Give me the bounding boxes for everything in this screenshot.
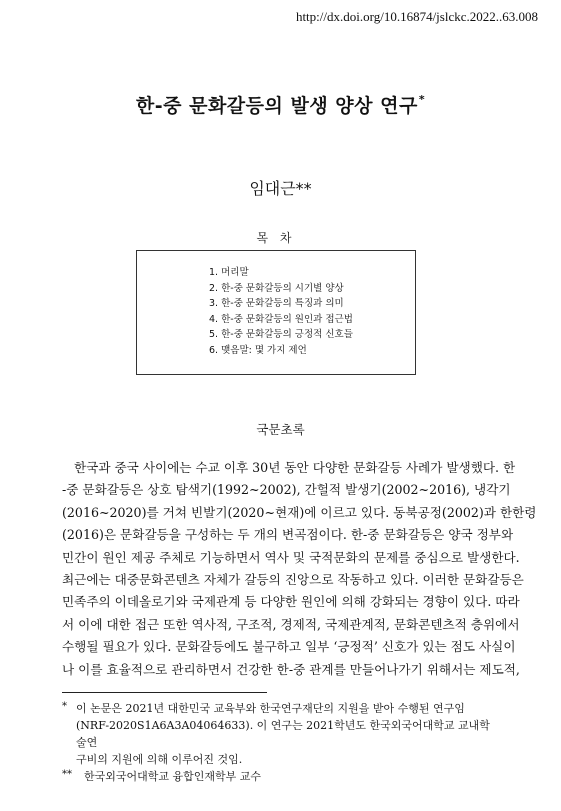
paper-title-text: 한-중 문화갈등의 발생 양상 연구 xyxy=(135,95,418,117)
footnote-mark: * xyxy=(62,701,67,712)
abstract-line: (2016~2020)를 거쳐 빈발기(2020~현재)에 이르고 있다. 동북공정(2002)과 한한령 xyxy=(62,504,537,520)
abstract-line: 서 이에 대한 접근 또한 역사적, 구조적, 경제적, 국제관계적, 문화콘텐츠적 층위에서 xyxy=(62,616,520,632)
abstract-line: 민간이 원인 제공 주체로 기능하면서 역사 및 국적문화의 문제를 중심으로 발생한다. xyxy=(62,549,520,565)
footnotes xyxy=(62,700,500,785)
toc-item: 3. 한-중 문화갈등의 특징과 의미 xyxy=(209,298,344,310)
abstract-line: -중 문화갈등은 상호 탐색기(1992~2002), 간헐적 발생기(2002~2016), 냉각기 xyxy=(62,482,511,498)
abstract-heading: 국문초록 xyxy=(256,422,305,437)
footnote-funding xyxy=(62,700,500,768)
toc-item: 2. 한-중 문화갈등의 시기별 양상 xyxy=(209,282,344,294)
footnote-affiliation xyxy=(62,768,500,785)
toc-list xyxy=(209,265,353,359)
toc-item: 6. 맺음말: 몇 가지 제언 xyxy=(209,344,307,356)
paper-title xyxy=(0,91,561,118)
toc-item: 1. 머리말 xyxy=(209,267,249,278)
abstract-line: 수행될 필요가 있다. 문화갈등에도 불구하고 일부 ‘긍정적’ 신호가 있는 점도 사실이 xyxy=(62,639,516,655)
abstract-line: 나 이를 효율적으로 관리하면서 건강한 한-중 관계를 만들어나가기 위해서는 제도적, xyxy=(62,661,520,677)
author-name: 임대근** xyxy=(249,179,312,198)
footnote-line: 구비의 지원에 의해 이루어진 것임. xyxy=(76,753,243,766)
footnote-line: 한국외국어대학교 융합인재학부 교수 xyxy=(84,770,262,783)
title-footnote-mark: * xyxy=(418,93,426,106)
abstract-line: 한국과 중국 사이에는 수교 이후 30년 동안 다양한 문화갈등 사례가 발생했다. 한 xyxy=(74,460,516,475)
toc-heading-text: 목 차 xyxy=(251,231,302,245)
footnote-divider xyxy=(62,692,267,693)
toc-item: 4. 한-중 문화갈등의 원인과 접근법 xyxy=(209,313,353,325)
abstract-line: 민족주의 이데올로기와 국제관계 등 다양한 원인에 의해 강화되는 경향이 있다. 따라 xyxy=(62,594,520,610)
abstract-body xyxy=(62,457,537,681)
abstract-line: 최근에는 대중문화콘텐츠 자체가 갈등의 진앙으로 작동하고 있다. 이러한 문화갈등은 xyxy=(62,572,524,588)
footnote-line: (NRF-2020S1A6A3A04064633). 이 연구는 2021학년도 한국외국어대학교 교내학술연 xyxy=(76,719,490,749)
footnote-mark: ** xyxy=(62,769,72,780)
toc-item: 5. 한-중 문화갈등의 긍정적 신호들 xyxy=(209,329,353,341)
abstract-line: (2016)은 문화갈등을 구성하는 두 개의 변곡점이다. 한-중 문화갈등은 양국 정부와 xyxy=(62,527,514,543)
toc-heading xyxy=(136,229,416,246)
doi-link[interactable]: http://dx.doi.org/10.16874/jslckc.2022..63.008 xyxy=(295,9,538,24)
footnote-line: 이 논문은 2021년 대한민국 교육부와 한국연구재단의 지원을 받아 수행된 연구임 xyxy=(76,702,465,715)
